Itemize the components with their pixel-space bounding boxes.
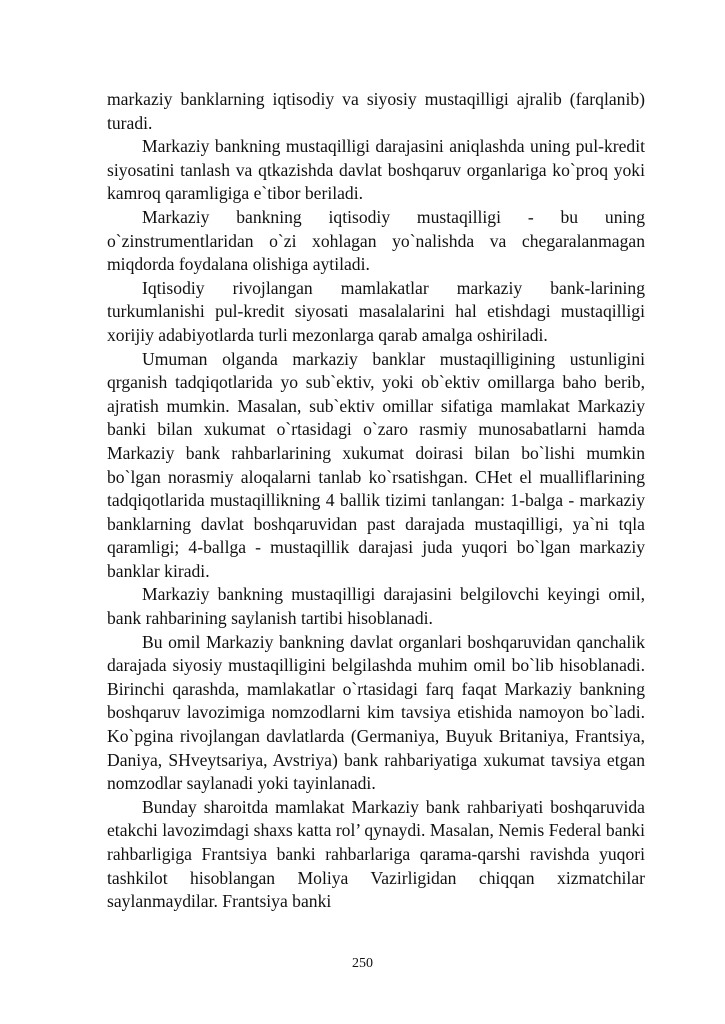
paragraph-1: markaziy banklarning iqtisodiy va siyosiy mustaqilligi ajralib (farqlanib) turadi.	[107, 89, 645, 133]
paragraph-5: Umuman olganda markaziy banklar mustaqilligining ustunligini qrganish tadqiqotlarida yo sub`ektiv, yoki ob`ektiv omillarga baho berib, ajratish mumkin. Masalan, sub`ektiv omillar sifatiga mamlakat Markaziy banki bilan xukumat o`rtasidagi o`zaro rasmiy munosabatlarni hamda Markaziy bank rahbarlarining xukumat doirasi bilan bo`lishi mumkin bo`lgan norasmiy aloqalarni tanlab ko`rsatishgan. CHet el mualliflarining tadqiqotlarida mustaqillikning 4 ballik tizimi tanlangan: 1-balga - markaziy banklarning davlat boshqaruvidan past darajada mustaqilligi, ya`ni tqla qaramligi; 4-ballga - mustaqillik darajasi juda yuqori bo`lgan markaziy banklar kiradi.	[107, 348, 645, 581]
paragraph-3: Markaziy bankning iqtisodiy mustaqilligi - bu uning o`zinstrumentlaridan o`zi xohlagan yo`nalishda va chegaralanmagan miqdorda foydalana olishiga aytiladi.	[107, 206, 645, 275]
paragraph-7: Bu omil Markaziy bankning davlat organlari boshqaruvidan qanchalik darajada siyosiy mustaqilligini belgilashda muhim omil bo`lib hisoblanadi. Birinchi qarashda, mamlakatlar o`rtasidagi farq faqat Markaziy bankning boshqaruv lavozimiga nomzodlarni kim tavsiya etishida namoyon bo`ladi. Ko`pgina rivojlangan davlatlarda (Germaniya, Buyuk Britaniya, Frantsiya, Daniya, SHveytsariya, Avstriya) bank rahbariyatiga xukumat tavsiya etgan nomzodlar saylanadi yoki tayinlanadi.	[107, 631, 645, 794]
paragraph-4: Iqtisodiy rivojlangan mamlakatlar markaziy bank-larining turkumlanishi pul-kredit siyosati masalalarini hal etishdagi mustaqilligi xorijiy adabiyotlarda turli mezonlarga qarab amalga oshiriladi.	[107, 277, 645, 345]
paragraph-8: Bunday sharoitda mamlakat Markaziy bank rahbariyati boshqaruvida etakchi lavozimdagi shaxs katta rol’ qynaydi. Masalan, Nemis Federal banki rahbarligiga Frantsiya banki rahbarlariga qarama-qarshi ravishda yuqori tashkilot hisoblangan Moliya Vazirligidan chiqqan xizmatchilar saylanmaydilar. Frantsiya banki	[107, 796, 645, 912]
paragraph-2: Markaziy bankning mustaqilligi darajasini aniqlashda uning pul-kredit siyosatini tanlash va qtkazishda davlat boshqaruv organlariga ko`proq yoki kamroq qaramligiga e`tibor beriladi.	[107, 136, 645, 204]
paragraph-6: Markaziy bankning mustaqilligi darajasini belgilovchi keyingi omil, bank rahbarining saylanish tartibi hisoblanadi.	[107, 584, 645, 629]
page-number: 250	[352, 956, 373, 971]
body-text	[107, 88, 645, 914]
